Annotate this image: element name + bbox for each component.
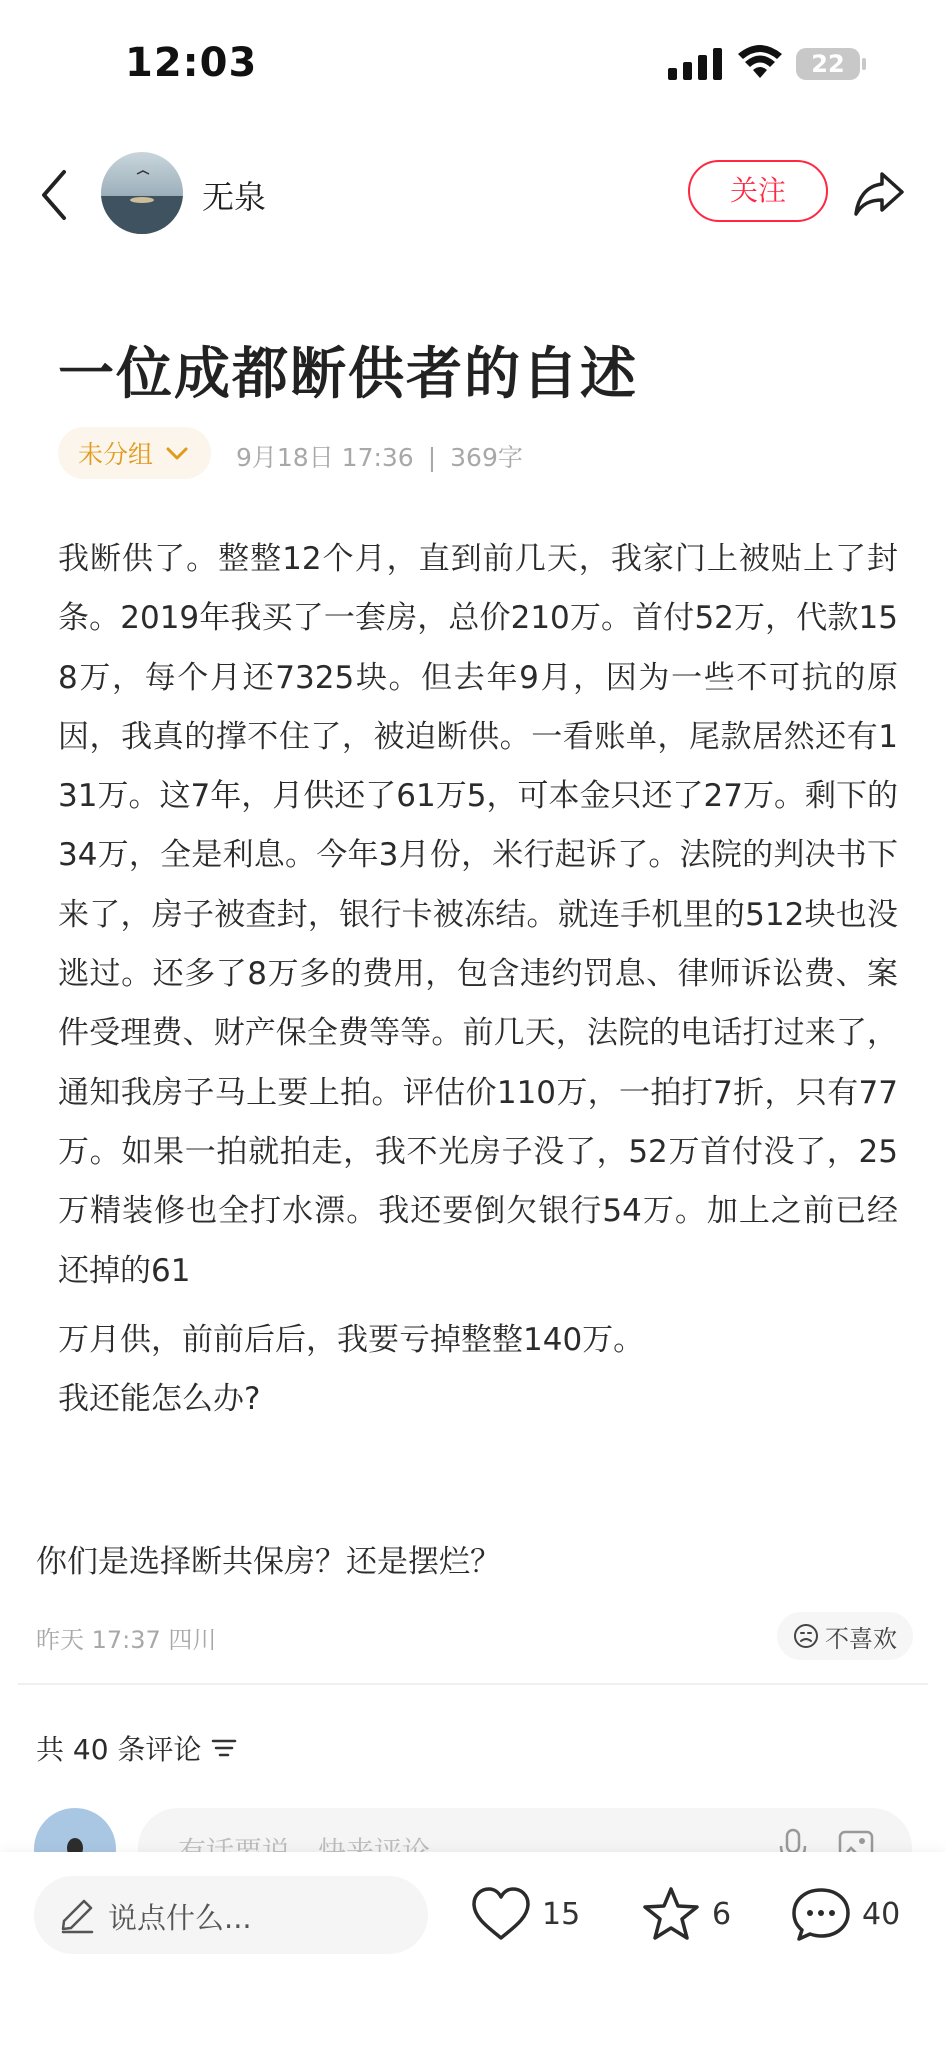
share-icon[interactable] [852,166,906,220]
word-count: 369字 [450,443,523,472]
back-icon[interactable] [36,168,72,222]
status-bar [0,0,946,130]
follow-button[interactable]: 关注 [688,160,828,222]
like-button[interactable] [470,1874,580,1954]
bottom-action-bar [0,1852,946,2048]
comment-bubble-icon [790,1886,852,1942]
comment-count-label: 共 40 条评论 [36,1733,202,1766]
collect-button[interactable] [640,1874,731,1954]
note-title: 一位成都断供者的自述 [58,342,638,407]
comment-count: 40 [862,1896,901,1932]
note-caption: 你们是选择断共保房？还是摆烂？ [36,1544,501,1580]
star-icon [640,1886,702,1942]
comment-button[interactable] [790,1874,900,1954]
author-avatar[interactable] [101,152,183,234]
say-placeholder: 说点什么... [108,1901,252,1935]
divider [18,1683,928,1685]
sad-face-icon [793,1623,819,1649]
note-header [0,140,946,250]
note-body [58,530,898,1429]
post-time-location: 昨天 17:37 四川 [36,1626,217,1654]
sort-icon [211,1737,237,1759]
body-paragraph: 我断供了。整整12个月，直到前几天，我家门上被贴上了封条。2019年我买了一套房，总价210万。首付52万，代款158万，每个月还7325块。但去年9月，因为一些不可抗的原因，我真的撑不住了，被迫断供。一看账单，尾款居然还有131万。这7年，月供还了61万5，可本金只还了27万。剩下的34万，全是利息。今年3月份，米行起诉了。法院的判决书下来了，房子被查封，银行卡被冻结。就连手机里的512块也没逃过。还多了8万多的费用，包含违约罚息、律师诉讼费、案件受理费、财产保全费等等。前几天，法院的电话打过来了，通知我房子马上要上拍。评估价110万，一拍打7折，只有77万。如果一拍就拍走，我不光房子没了，52万首付没了，25万精装修也全打水漂。我还要倒欠银行54万。加上之前已经还掉的61 [58,541,898,1289]
like-count: 15 [542,1896,581,1932]
comment-sort[interactable] [36,1728,237,1768]
group-label: 未分组 [78,440,154,469]
note-date: 9月18日 17:36 [236,443,414,472]
body-question: 我还能怎么办? [58,1381,261,1418]
note-meta [236,438,523,474]
group-selector[interactable] [58,427,211,479]
pencil-icon [58,1896,96,1934]
chevron-down-icon [163,439,191,467]
status-time: 12:03 [125,40,258,86]
say-something-input[interactable] [34,1876,428,1954]
battery-level: 22 [796,48,860,80]
cellular-signal-icon [668,48,724,80]
battery-icon [796,46,866,82]
body-last-line: 万月供，前前后后，我要亏掉整整140万。 [58,1321,645,1358]
meta-separator: | [427,443,437,472]
collect-count: 6 [712,1896,732,1932]
dislike-button[interactable] [777,1612,913,1660]
author-name[interactable]: 无泉 [202,178,267,216]
dislike-label: 不喜欢 [825,1624,897,1653]
heart-icon [470,1886,532,1942]
wifi-icon [737,44,783,80]
